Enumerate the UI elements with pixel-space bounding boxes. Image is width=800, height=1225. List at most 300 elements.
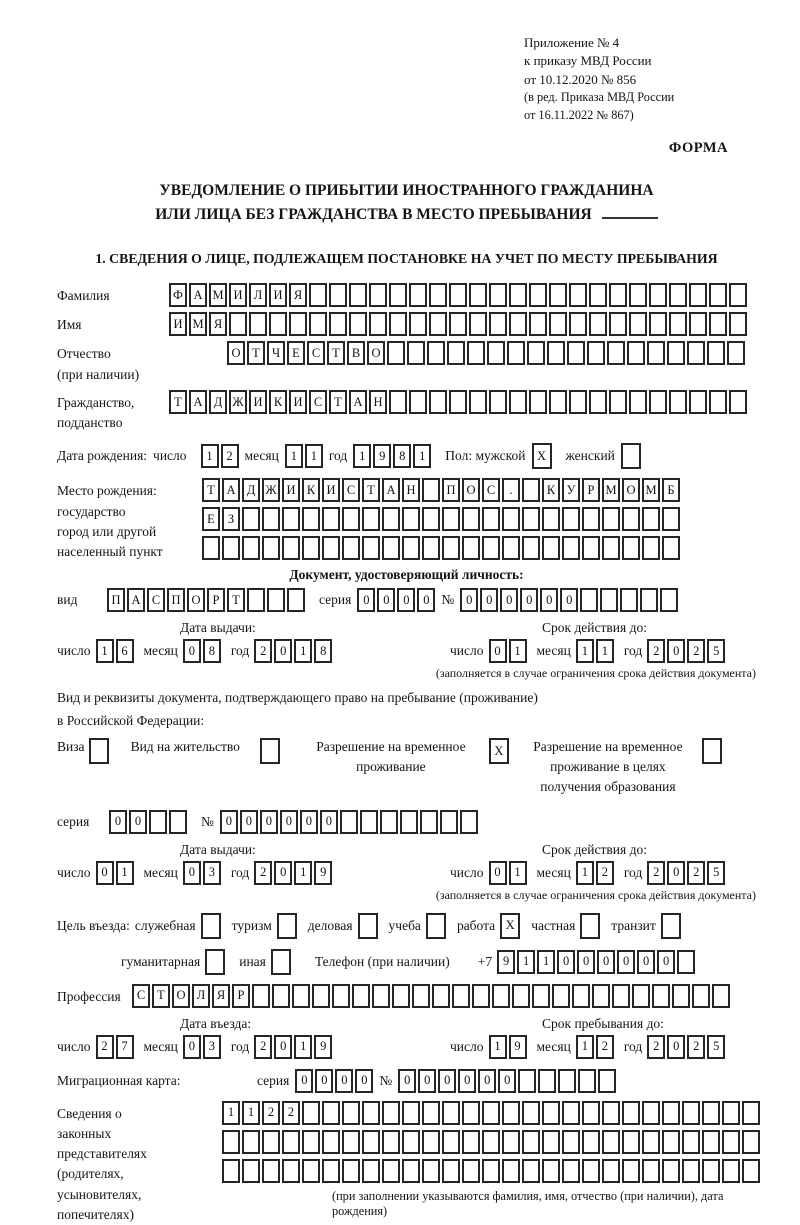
char-cell[interactable] xyxy=(247,588,265,612)
char-cell[interactable]: С xyxy=(309,390,327,414)
char-cell[interactable] xyxy=(649,312,667,336)
char-cell[interactable]: 1 xyxy=(116,861,134,885)
char-cell[interactable] xyxy=(689,283,707,307)
char-cell[interactable] xyxy=(602,1101,620,1125)
char-cell[interactable] xyxy=(426,913,446,939)
char-cell[interactable] xyxy=(292,984,310,1008)
char-cell[interactable] xyxy=(329,312,347,336)
char-cell[interactable]: 3 xyxy=(203,861,221,885)
char-cell[interactable]: 0 xyxy=(109,810,127,834)
char-cell[interactable] xyxy=(712,984,730,1008)
char-cell[interactable] xyxy=(542,1101,560,1125)
char-cell[interactable]: 9 xyxy=(497,950,515,974)
char-cell[interactable] xyxy=(229,312,247,336)
char-cell[interactable]: О xyxy=(172,984,190,1008)
char-cell[interactable]: 2 xyxy=(596,1035,614,1059)
char-cell[interactable] xyxy=(612,984,630,1008)
char-cell[interactable]: 0 xyxy=(478,1069,496,1093)
char-cell[interactable]: А xyxy=(382,478,400,502)
char-cell[interactable] xyxy=(682,1130,700,1154)
char-cell[interactable]: 1 xyxy=(222,1101,240,1125)
char-cell[interactable] xyxy=(522,478,540,502)
char-cell[interactable]: Ж xyxy=(229,390,247,414)
char-cell[interactable]: Ч xyxy=(267,341,285,365)
char-cell[interactable] xyxy=(262,507,280,531)
char-cell[interactable]: В xyxy=(347,341,365,365)
char-cell[interactable]: О xyxy=(187,588,205,612)
char-cell[interactable]: 1 xyxy=(294,861,312,885)
char-cell[interactable]: И xyxy=(289,390,307,414)
char-cell[interactable] xyxy=(621,443,641,469)
char-cell[interactable]: 1 xyxy=(413,444,431,468)
char-cell[interactable] xyxy=(529,390,547,414)
char-cell[interactable] xyxy=(360,810,378,834)
char-cell[interactable] xyxy=(507,341,525,365)
char-cell[interactable] xyxy=(662,1130,680,1154)
char-cell[interactable] xyxy=(562,536,580,560)
char-cell[interactable]: А xyxy=(189,283,207,307)
char-cell[interactable] xyxy=(322,1130,340,1154)
char-cell[interactable]: 2 xyxy=(254,1035,272,1059)
char-cell[interactable] xyxy=(342,1159,360,1183)
char-cell[interactable]: 1 xyxy=(353,444,371,468)
char-cell[interactable]: Т xyxy=(327,341,345,365)
char-cell[interactable] xyxy=(629,390,647,414)
char-cell[interactable] xyxy=(642,1159,660,1183)
char-cell[interactable]: 0 xyxy=(357,588,375,612)
char-cell[interactable]: 0 xyxy=(597,950,615,974)
char-cell[interactable] xyxy=(669,312,687,336)
char-cell[interactable]: 0 xyxy=(500,588,518,612)
char-cell[interactable]: А xyxy=(349,390,367,414)
char-cell[interactable]: 2 xyxy=(254,639,272,663)
char-cell[interactable] xyxy=(272,984,290,1008)
char-cell[interactable] xyxy=(412,984,430,1008)
char-cell[interactable]: С xyxy=(342,478,360,502)
char-cell[interactable]: 0 xyxy=(667,861,685,885)
char-cell[interactable]: 1 xyxy=(576,639,594,663)
char-cell[interactable] xyxy=(202,536,220,560)
char-cell[interactable]: 7 xyxy=(116,1035,134,1059)
char-cell[interactable] xyxy=(262,536,280,560)
char-cell[interactable]: 8 xyxy=(203,639,221,663)
char-cell[interactable] xyxy=(569,283,587,307)
char-cell[interactable] xyxy=(422,1130,440,1154)
char-cell[interactable] xyxy=(402,536,420,560)
char-cell[interactable]: М xyxy=(642,478,660,502)
char-cell[interactable]: 0 xyxy=(220,810,238,834)
char-cell[interactable] xyxy=(89,738,109,764)
char-cell[interactable]: 1 xyxy=(537,950,555,974)
char-cell[interactable]: 0 xyxy=(274,861,292,885)
char-cell[interactable]: С xyxy=(132,984,150,1008)
char-cell[interactable]: 0 xyxy=(355,1069,373,1093)
char-cell[interactable] xyxy=(549,312,567,336)
char-cell[interactable] xyxy=(462,536,480,560)
char-cell[interactable]: 0 xyxy=(183,639,201,663)
char-cell[interactable] xyxy=(382,507,400,531)
char-cell[interactable]: 8 xyxy=(314,639,332,663)
char-cell[interactable] xyxy=(149,810,167,834)
char-cell[interactable] xyxy=(201,913,221,939)
char-cell[interactable] xyxy=(242,507,260,531)
char-cell[interactable] xyxy=(402,1159,420,1183)
char-cell[interactable]: И xyxy=(282,478,300,502)
char-cell[interactable] xyxy=(469,283,487,307)
char-cell[interactable] xyxy=(509,312,527,336)
char-cell[interactable] xyxy=(342,1101,360,1125)
char-cell[interactable] xyxy=(549,283,567,307)
char-cell[interactable] xyxy=(322,1159,340,1183)
char-cell[interactable]: 1 xyxy=(305,444,323,468)
char-cell[interactable] xyxy=(589,390,607,414)
char-cell[interactable] xyxy=(332,984,350,1008)
char-cell[interactable] xyxy=(542,1130,560,1154)
char-cell[interactable]: 3 xyxy=(203,1035,221,1059)
char-cell[interactable] xyxy=(169,810,187,834)
char-cell[interactable] xyxy=(729,283,747,307)
char-cell[interactable] xyxy=(462,1159,480,1183)
char-cell[interactable]: М xyxy=(189,312,207,336)
char-cell[interactable] xyxy=(422,507,440,531)
char-cell[interactable] xyxy=(382,1159,400,1183)
char-cell[interactable] xyxy=(429,312,447,336)
char-cell[interactable] xyxy=(578,1069,596,1093)
char-cell[interactable] xyxy=(409,390,427,414)
char-cell[interactable] xyxy=(489,390,507,414)
char-cell[interactable]: 2 xyxy=(596,861,614,885)
char-cell[interactable] xyxy=(522,536,540,560)
char-cell[interactable] xyxy=(352,984,370,1008)
char-cell[interactable]: 0 xyxy=(540,588,558,612)
char-cell[interactable] xyxy=(742,1159,760,1183)
char-cell[interactable] xyxy=(302,1130,320,1154)
char-cell[interactable] xyxy=(702,1130,720,1154)
char-cell[interactable]: 0 xyxy=(657,950,675,974)
char-cell[interactable]: С xyxy=(307,341,325,365)
char-cell[interactable] xyxy=(509,283,527,307)
char-cell[interactable] xyxy=(669,283,687,307)
char-cell[interactable] xyxy=(242,1159,260,1183)
char-cell[interactable] xyxy=(402,507,420,531)
char-cell[interactable] xyxy=(522,1130,540,1154)
char-cell[interactable]: 9 xyxy=(373,444,391,468)
char-cell[interactable] xyxy=(589,283,607,307)
char-cell[interactable] xyxy=(689,390,707,414)
char-cell[interactable]: 2 xyxy=(254,861,272,885)
char-cell[interactable] xyxy=(482,1159,500,1183)
char-cell[interactable] xyxy=(252,984,270,1008)
char-cell[interactable]: Я xyxy=(212,984,230,1008)
char-cell[interactable] xyxy=(609,390,627,414)
char-cell[interactable] xyxy=(472,984,490,1008)
char-cell[interactable] xyxy=(369,283,387,307)
char-cell[interactable] xyxy=(409,312,427,336)
char-cell[interactable]: 1 xyxy=(509,861,527,885)
char-cell[interactable] xyxy=(358,913,378,939)
char-cell[interactable]: 1 xyxy=(509,639,527,663)
char-cell[interactable]: О xyxy=(227,341,245,365)
char-cell[interactable]: 1 xyxy=(96,639,114,663)
char-cell[interactable]: 0 xyxy=(183,1035,201,1059)
char-cell[interactable] xyxy=(682,1101,700,1125)
char-cell[interactable] xyxy=(369,312,387,336)
char-cell[interactable]: 0 xyxy=(274,639,292,663)
char-cell[interactable]: М xyxy=(602,478,620,502)
char-cell[interactable] xyxy=(409,283,427,307)
char-cell[interactable]: З xyxy=(222,507,240,531)
char-cell[interactable] xyxy=(222,536,240,560)
char-cell[interactable] xyxy=(609,312,627,336)
char-cell[interactable] xyxy=(687,341,705,365)
char-cell[interactable] xyxy=(382,1101,400,1125)
char-cell[interactable] xyxy=(652,984,670,1008)
char-cell[interactable]: 2 xyxy=(647,861,665,885)
char-cell[interactable] xyxy=(222,1159,240,1183)
char-cell[interactable] xyxy=(632,984,650,1008)
char-cell[interactable]: 0 xyxy=(417,588,435,612)
char-cell[interactable]: Л xyxy=(192,984,210,1008)
char-cell[interactable] xyxy=(602,507,620,531)
char-cell[interactable]: М xyxy=(209,283,227,307)
char-cell[interactable] xyxy=(489,283,507,307)
char-cell[interactable]: . xyxy=(502,478,520,502)
char-cell[interactable] xyxy=(672,984,690,1008)
char-cell[interactable]: Ф xyxy=(169,283,187,307)
char-cell[interactable] xyxy=(602,536,620,560)
char-cell[interactable] xyxy=(627,341,645,365)
char-cell[interactable] xyxy=(600,588,618,612)
char-cell[interactable] xyxy=(552,984,570,1008)
char-cell[interactable] xyxy=(271,949,291,975)
char-cell[interactable] xyxy=(542,1159,560,1183)
char-cell[interactable]: 2 xyxy=(647,1035,665,1059)
char-cell[interactable] xyxy=(667,341,685,365)
char-cell[interactable]: И xyxy=(229,283,247,307)
char-cell[interactable]: 2 xyxy=(282,1101,300,1125)
char-cell[interactable]: 2 xyxy=(96,1035,114,1059)
char-cell[interactable]: 0 xyxy=(377,588,395,612)
char-cell[interactable] xyxy=(562,507,580,531)
char-cell[interactable] xyxy=(282,1159,300,1183)
char-cell[interactable]: И xyxy=(269,283,287,307)
char-cell[interactable] xyxy=(402,1130,420,1154)
char-cell[interactable] xyxy=(647,341,665,365)
char-cell[interactable] xyxy=(302,536,320,560)
char-cell[interactable]: 0 xyxy=(458,1069,476,1093)
char-cell[interactable]: 0 xyxy=(667,639,685,663)
char-cell[interactable]: 2 xyxy=(687,1035,705,1059)
char-cell[interactable] xyxy=(522,1101,540,1125)
char-cell[interactable]: 0 xyxy=(520,588,538,612)
char-cell[interactable] xyxy=(422,1159,440,1183)
char-cell[interactable] xyxy=(372,984,390,1008)
char-cell[interactable] xyxy=(562,1101,580,1125)
char-cell[interactable]: 0 xyxy=(398,1069,416,1093)
char-cell[interactable]: О xyxy=(462,478,480,502)
char-cell[interactable] xyxy=(582,1159,600,1183)
char-cell[interactable] xyxy=(422,478,440,502)
char-cell[interactable] xyxy=(607,341,625,365)
char-cell[interactable] xyxy=(482,1130,500,1154)
char-cell[interactable]: 9 xyxy=(314,861,332,885)
char-cell[interactable] xyxy=(489,312,507,336)
char-cell[interactable]: Я xyxy=(209,312,227,336)
char-cell[interactable] xyxy=(677,950,695,974)
char-cell[interactable] xyxy=(502,1130,520,1154)
char-cell[interactable] xyxy=(662,507,680,531)
char-cell[interactable] xyxy=(267,588,285,612)
char-cell[interactable] xyxy=(582,536,600,560)
char-cell[interactable]: А xyxy=(127,588,145,612)
char-cell[interactable]: У xyxy=(562,478,580,502)
char-cell[interactable]: К xyxy=(269,390,287,414)
char-cell[interactable]: 5 xyxy=(707,861,725,885)
char-cell[interactable] xyxy=(322,507,340,531)
char-cell[interactable] xyxy=(702,1159,720,1183)
char-cell[interactable]: 1 xyxy=(576,861,594,885)
char-cell[interactable]: 1 xyxy=(294,1035,312,1059)
char-cell[interactable]: 0 xyxy=(315,1069,333,1093)
char-cell[interactable]: Л xyxy=(249,283,267,307)
char-cell[interactable]: 0 xyxy=(96,861,114,885)
char-cell[interactable] xyxy=(562,1130,580,1154)
char-cell[interactable] xyxy=(362,1101,380,1125)
char-cell[interactable] xyxy=(287,588,305,612)
char-cell[interactable] xyxy=(442,507,460,531)
char-cell[interactable] xyxy=(349,312,367,336)
char-cell[interactable] xyxy=(640,588,658,612)
char-cell[interactable] xyxy=(362,507,380,531)
char-cell[interactable] xyxy=(642,1101,660,1125)
char-cell[interactable] xyxy=(609,283,627,307)
char-cell[interactable] xyxy=(242,536,260,560)
char-cell[interactable] xyxy=(682,1159,700,1183)
char-cell[interactable]: X xyxy=(500,913,520,939)
char-cell[interactable] xyxy=(242,1130,260,1154)
char-cell[interactable] xyxy=(620,588,638,612)
char-cell[interactable] xyxy=(629,283,647,307)
char-cell[interactable] xyxy=(309,312,327,336)
char-cell[interactable] xyxy=(269,312,287,336)
char-cell[interactable] xyxy=(462,1101,480,1125)
char-cell[interactable] xyxy=(462,507,480,531)
char-cell[interactable]: 0 xyxy=(295,1069,313,1093)
char-cell[interactable] xyxy=(602,1130,620,1154)
char-cell[interactable]: Ж xyxy=(262,478,280,502)
char-cell[interactable] xyxy=(662,1159,680,1183)
char-cell[interactable] xyxy=(629,312,647,336)
char-cell[interactable] xyxy=(429,283,447,307)
char-cell[interactable] xyxy=(389,390,407,414)
char-cell[interactable]: 0 xyxy=(418,1069,436,1093)
char-cell[interactable] xyxy=(522,507,540,531)
char-cell[interactable] xyxy=(649,283,667,307)
char-cell[interactable] xyxy=(487,341,505,365)
char-cell[interactable] xyxy=(569,390,587,414)
char-cell[interactable] xyxy=(322,1101,340,1125)
char-cell[interactable]: И xyxy=(169,312,187,336)
char-cell[interactable]: 0 xyxy=(260,810,278,834)
char-cell[interactable]: К xyxy=(542,478,560,502)
char-cell[interactable]: И xyxy=(249,390,267,414)
char-cell[interactable] xyxy=(389,283,407,307)
char-cell[interactable]: 0 xyxy=(560,588,578,612)
char-cell[interactable] xyxy=(462,1130,480,1154)
char-cell[interactable]: 0 xyxy=(280,810,298,834)
char-cell[interactable]: 0 xyxy=(335,1069,353,1093)
char-cell[interactable] xyxy=(567,341,585,365)
char-cell[interactable]: 0 xyxy=(438,1069,456,1093)
char-cell[interactable] xyxy=(427,341,445,365)
char-cell[interactable]: 8 xyxy=(393,444,411,468)
char-cell[interactable]: Р xyxy=(207,588,225,612)
char-cell[interactable] xyxy=(529,312,547,336)
char-cell[interactable] xyxy=(622,507,640,531)
char-cell[interactable] xyxy=(582,507,600,531)
char-cell[interactable] xyxy=(518,1069,536,1093)
char-cell[interactable] xyxy=(402,1101,420,1125)
char-cell[interactable]: 0 xyxy=(667,1035,685,1059)
char-cell[interactable] xyxy=(727,341,745,365)
char-cell[interactable]: Д xyxy=(242,478,260,502)
char-cell[interactable] xyxy=(622,1101,640,1125)
char-cell[interactable]: П xyxy=(167,588,185,612)
char-cell[interactable]: И xyxy=(322,478,340,502)
char-cell[interactable] xyxy=(222,1130,240,1154)
char-cell[interactable]: Д xyxy=(209,390,227,414)
char-cell[interactable] xyxy=(329,283,347,307)
char-cell[interactable] xyxy=(582,1101,600,1125)
char-cell[interactable] xyxy=(442,536,460,560)
char-cell[interactable] xyxy=(492,984,510,1008)
char-cell[interactable] xyxy=(362,1130,380,1154)
char-cell[interactable] xyxy=(509,390,527,414)
char-cell[interactable]: Р xyxy=(232,984,250,1008)
char-cell[interactable] xyxy=(538,1069,556,1093)
char-cell[interactable]: 9 xyxy=(314,1035,332,1059)
char-cell[interactable] xyxy=(602,1159,620,1183)
char-cell[interactable] xyxy=(387,341,405,365)
char-cell[interactable] xyxy=(598,1069,616,1093)
char-cell[interactable] xyxy=(722,1130,740,1154)
char-cell[interactable] xyxy=(558,1069,576,1093)
char-cell[interactable] xyxy=(572,984,590,1008)
char-cell[interactable]: X xyxy=(489,738,509,764)
char-cell[interactable]: 2 xyxy=(687,639,705,663)
char-cell[interactable] xyxy=(302,1159,320,1183)
char-cell[interactable] xyxy=(702,1101,720,1125)
char-cell[interactable]: К xyxy=(302,478,320,502)
char-cell[interactable] xyxy=(502,507,520,531)
char-cell[interactable] xyxy=(400,810,418,834)
char-cell[interactable] xyxy=(420,810,438,834)
char-cell[interactable] xyxy=(642,536,660,560)
char-cell[interactable] xyxy=(482,1101,500,1125)
char-cell[interactable]: 0 xyxy=(300,810,318,834)
char-cell[interactable] xyxy=(542,536,560,560)
char-cell[interactable]: О xyxy=(622,478,640,502)
char-cell[interactable]: Б xyxy=(662,478,680,502)
char-cell[interactable]: П xyxy=(107,588,125,612)
char-cell[interactable]: 0 xyxy=(183,861,201,885)
char-cell[interactable]: 2 xyxy=(687,861,705,885)
char-cell[interactable] xyxy=(709,283,727,307)
char-cell[interactable] xyxy=(742,1130,760,1154)
char-cell[interactable] xyxy=(382,1130,400,1154)
char-cell[interactable] xyxy=(302,1101,320,1125)
char-cell[interactable]: 1 xyxy=(285,444,303,468)
